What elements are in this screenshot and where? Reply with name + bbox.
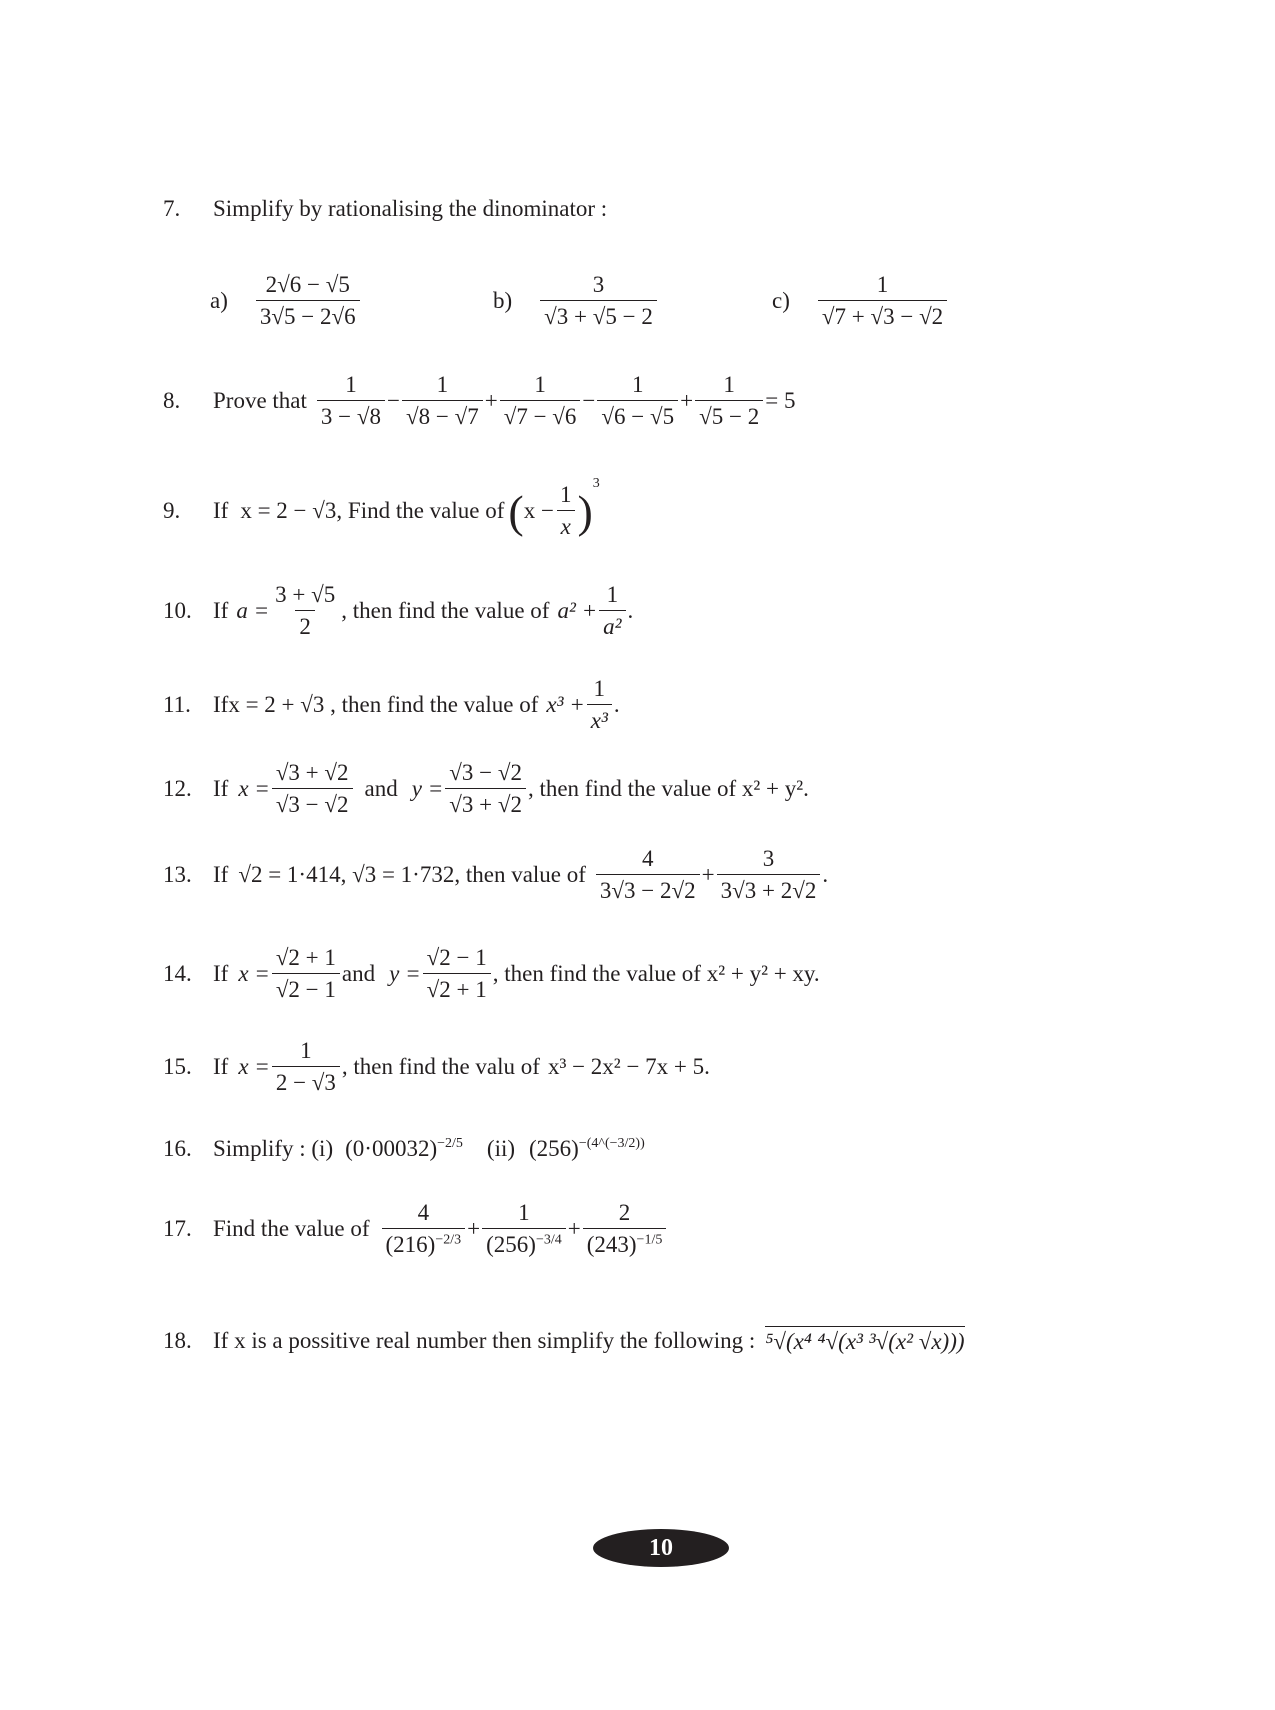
question-18 (163, 1326, 965, 1355)
fraction (587, 676, 612, 735)
numerator: 1 (876, 272, 889, 297)
denominator: √2 + 1 (423, 973, 491, 1003)
variable: y = (411, 776, 444, 802)
question-text: If (213, 1054, 229, 1080)
question-text: If (213, 776, 229, 802)
numerator: 3 + √5 (275, 582, 336, 607)
variable: x = (238, 1054, 270, 1080)
variable: x = (238, 961, 270, 987)
numerator: √3 − √2 (449, 760, 522, 785)
exponent: −1/5 (636, 1232, 663, 1248)
given-values: √2 = 1·414, √3 = 1·732 (238, 862, 455, 888)
numerator: 2 (618, 1200, 631, 1225)
expression: x³ + (546, 692, 585, 718)
question-text: and (364, 776, 398, 802)
denominator: √6 − √5 (597, 400, 678, 430)
question-text: If x is a possitive real number then simplify the following : (213, 1327, 756, 1353)
fraction (717, 846, 821, 905)
fraction (583, 1200, 667, 1259)
base: (216) (385, 1232, 436, 1258)
denominator: 3√3 + 2√2 (717, 874, 821, 904)
numerator: 1 (345, 372, 357, 397)
question-text: If (213, 498, 229, 524)
fraction (271, 582, 339, 641)
numerator: 1 (518, 1200, 530, 1225)
question-14 (163, 945, 820, 1004)
denominator: 2 − √3 (272, 1066, 340, 1096)
denominator (382, 1228, 466, 1258)
exponent: −2/5 (437, 1136, 463, 1151)
denominator (583, 1228, 667, 1258)
denominator: √8 − √7 (402, 400, 483, 430)
question-text: Simplify : (i) (213, 1136, 334, 1161)
variable: a = (236, 598, 270, 624)
question-9 (163, 476, 600, 541)
question-number: 18. (163, 1327, 192, 1353)
base: (256) (486, 1232, 536, 1258)
fraction (500, 372, 581, 431)
denominator: 3 − √8 (317, 400, 385, 430)
question-text: , Find the value of (336, 498, 505, 524)
operator: + (567, 1216, 581, 1242)
exponent: −2/3 (435, 1232, 462, 1248)
fraction (482, 1200, 566, 1259)
expression: x = 2 + √3 (228, 692, 325, 718)
numerator: √2 − 1 (426, 945, 487, 970)
denominator: 3√3 − 2√2 (596, 874, 700, 904)
question-11 (163, 676, 620, 735)
numerator: 1 (632, 372, 644, 397)
variable: x = (238, 776, 270, 802)
fraction (272, 1038, 340, 1097)
operator: − (582, 388, 596, 414)
denominator: √7 + √3 − √2 (818, 300, 947, 330)
fraction (597, 372, 678, 431)
question-text: , then value of (454, 862, 586, 888)
denominator: 2 (295, 610, 315, 640)
question-text: and (341, 961, 376, 987)
denominator: √2 − 1 (272, 973, 340, 1003)
numerator: 1 (606, 582, 619, 607)
expression: (0·00032) (345, 1136, 438, 1161)
variable: y = (389, 961, 421, 987)
denominator: x (557, 510, 575, 540)
base: (243) (586, 1232, 637, 1258)
question-text: Prove that (213, 388, 307, 414)
fraction (818, 272, 947, 331)
question-number: 9. (163, 498, 181, 524)
question-text: , then find the value of x² + y² + xy. (492, 961, 820, 987)
numerator: 2√6 − √5 (265, 272, 350, 297)
operator: + (467, 1216, 481, 1242)
numerator: 3 (592, 272, 605, 297)
expression: x³ − 2x² − 7x + 5. (547, 1054, 710, 1080)
exponent: −3/4 (535, 1232, 562, 1248)
question-8 (163, 372, 795, 431)
question-text: If (213, 598, 229, 624)
denominator: √3 + √5 − 2 (540, 300, 657, 330)
question-12 (163, 760, 809, 819)
question-17 (163, 1200, 668, 1259)
question-text: , then find the value of (324, 692, 539, 718)
fraction (695, 372, 763, 431)
numerator: 1 (559, 482, 572, 507)
numerator: 1 (723, 372, 735, 397)
question-7 (163, 196, 607, 222)
denominator: √3 − √2 (272, 788, 353, 818)
part-label: b) (493, 288, 513, 314)
fraction (272, 945, 340, 1004)
question-number: 11. (163, 692, 191, 718)
operator: + (484, 388, 498, 414)
denominator: 3√5 − 2√6 (256, 300, 360, 330)
numerator: √3 + √2 (275, 760, 349, 785)
expression: x = 2 − √3 (240, 498, 337, 524)
fraction (596, 846, 700, 905)
result: = 5 (765, 388, 796, 414)
denominator: √7 − √6 (500, 400, 581, 430)
denominator: x³ (587, 704, 612, 734)
question-13 (163, 846, 828, 905)
page-number-badge (593, 1529, 729, 1567)
fraction (423, 945, 491, 1004)
question-text: If (213, 862, 229, 888)
fraction (382, 1200, 466, 1259)
question-text: If (213, 961, 229, 987)
page-number: 10 (649, 1534, 673, 1561)
exponent: 3 (592, 476, 600, 491)
question-text: If (213, 692, 229, 718)
fraction (540, 272, 657, 331)
numerator: 3 (762, 846, 775, 871)
fraction (256, 272, 360, 331)
question-text: Simplify by rationalising the dinominator : (213, 196, 608, 221)
operator: + (701, 862, 715, 888)
numerator: 1 (593, 676, 606, 701)
fraction (317, 372, 385, 431)
question-16 (163, 1136, 645, 1162)
fraction (402, 372, 483, 431)
question-number: 8. (163, 388, 181, 414)
question-number: 10. (163, 598, 192, 624)
nested-radical-expression: ⁵√(x⁴ ⁴√(x³ ³√(x² √x))) (765, 1326, 964, 1355)
fraction (556, 482, 576, 541)
question-7-part-a (210, 272, 362, 331)
question-10 (163, 582, 633, 641)
fraction (445, 760, 526, 819)
part-label: (ii) (486, 1136, 516, 1161)
question-15 (163, 1038, 710, 1097)
question-number: 13. (163, 862, 192, 888)
denominator: a² (599, 610, 625, 640)
question-number: 15. (163, 1054, 192, 1080)
numerator: 1 (300, 1038, 312, 1063)
expression: a² + (557, 598, 598, 624)
period: . (822, 862, 829, 888)
numerator: 1 (534, 372, 546, 397)
period: . (613, 692, 620, 718)
expression: (256) (529, 1136, 579, 1161)
operator: + (680, 388, 694, 414)
question-7-part-c (772, 272, 949, 331)
question-number: 14. (163, 961, 192, 987)
question-text: , then find the value of x² + y². (527, 776, 809, 802)
part-label: c) (772, 288, 790, 314)
numerator: 1 (436, 372, 449, 397)
question-text: Find the value of (213, 1216, 370, 1242)
numerator: 4 (642, 846, 654, 871)
period: . (627, 598, 634, 624)
left-paren: ( (508, 485, 524, 537)
denominator (482, 1228, 566, 1258)
part-label: a) (210, 288, 228, 314)
right-paren: ) (577, 485, 593, 537)
question-number: 17. (163, 1216, 192, 1242)
question-text: , then find the valu of (341, 1054, 540, 1080)
fraction (272, 760, 353, 819)
operator: − (387, 388, 400, 414)
numerator: 4 (417, 1200, 430, 1225)
numerator: √2 + 1 (275, 945, 336, 970)
expression: x − (523, 498, 554, 524)
question-number: 16. (163, 1136, 192, 1161)
denominator: √5 − 2 (695, 400, 763, 430)
question-text: , then find the value of (341, 598, 550, 624)
question-number: 12. (163, 776, 192, 802)
exponent: −(4^(−3/2)) (578, 1136, 645, 1151)
question-7-part-b (493, 272, 659, 331)
fraction (599, 582, 625, 641)
question-number: 7. (163, 196, 181, 221)
denominator: √3 + √2 (445, 788, 526, 818)
